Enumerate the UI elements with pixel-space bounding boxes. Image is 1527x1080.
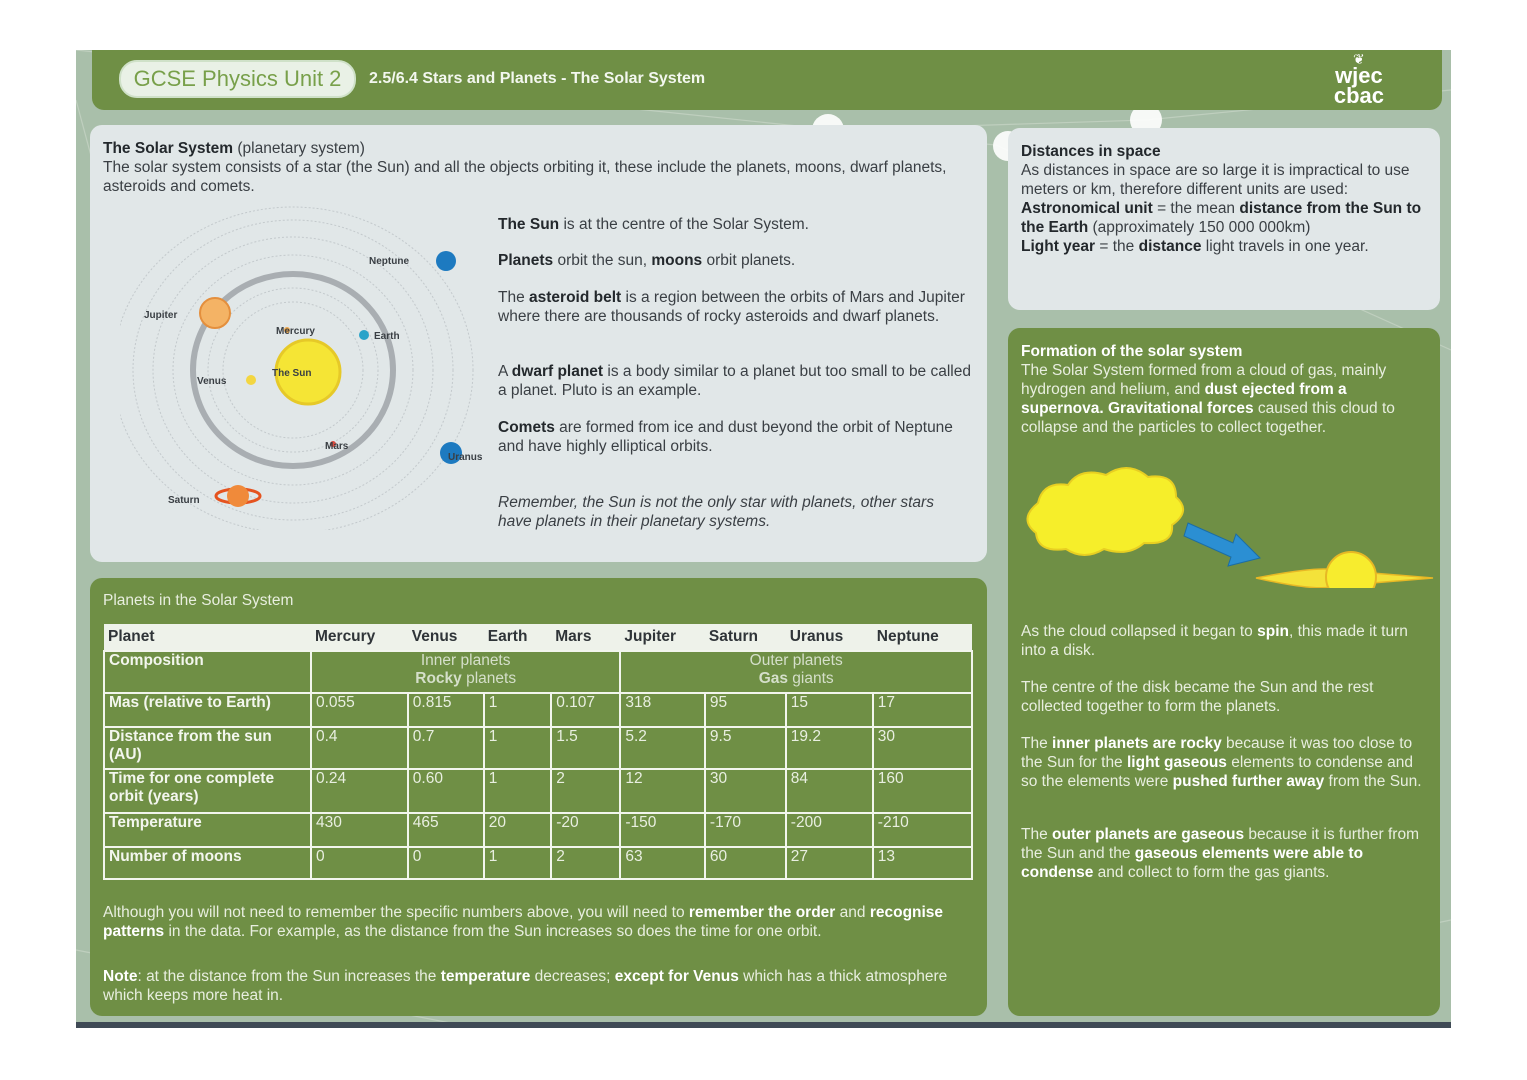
bottom-strip xyxy=(76,1022,1451,1028)
formation-diagram xyxy=(1018,458,1438,588)
distances-text: Distances in space As distances in space are so large it is impractical to use meters or km, therefore different units are used: Astronomical unit = the mean distance from the Sun to the Earth (approximately 150 000 000km) Light year = the distance light travels in one year. xyxy=(1021,143,1422,255)
table-header-row: Planet Mercury Venus Earth Mars Jupiter Saturn Uranus Neptune xyxy=(104,624,972,651)
table-note-venus: Note: at the distance from the Sun increases the temperature decreases; except for Venus which has a thick atmosphere which keeps more heat in. xyxy=(103,968,948,1004)
remember-note: Remember, the Sun is not the only star with planets, other stars have planets in their planetary systems. xyxy=(498,494,934,530)
formation-text: Formation of the solar system The Solar System formed from a cloud of gas, mainly hydrogen and helium, and dust ejected from a supernova. Gravitational forces caused this cloud to collapse and the particles to collect together. xyxy=(1021,343,1395,436)
header-bar xyxy=(92,50,1442,110)
table-row: Time for one complete orbit (years) 0.24 0.60 1 2 12 30 84 160 xyxy=(104,769,972,813)
distances-panel xyxy=(1008,128,1440,310)
label-sun: The Sun xyxy=(272,368,312,379)
solar-system-intro: The Solar System (planetary system) The solar system consists of a star (the Sun) and all the objects orbiting it, these include the planets, moons, dwarf planets, asteroids and comets. xyxy=(103,140,947,195)
sun-fact: The Sun is at the centre of the Solar System. xyxy=(498,216,809,233)
neptune-icon xyxy=(436,251,456,271)
label-mercury: Mercury xyxy=(276,326,315,337)
forming-sun-icon xyxy=(1326,552,1376,588)
dwarf-planet-fact: A dwarf planet is a body similar to a planet but too small to be called a planet. Pluto is an example. xyxy=(498,363,971,399)
formation-inner-planets: The inner planets are rocky because it was too close to the Sun for the light gaseous elements to condense and so the elements were pushed further away from the Sun. xyxy=(1021,735,1422,790)
table-row: Mas (relative to Earth) 0.055 0.815 1 0.107 318 95 15 17 xyxy=(104,693,972,727)
asteroid-belt-fact: The asteroid belt is a region between the orbits of Mars and Jupiter where there are thousands of rocky asteroids and dwarf planets. xyxy=(498,289,965,325)
earth-icon xyxy=(359,330,369,340)
inner-planets-cell: Inner planets Rocky planets xyxy=(311,651,620,693)
label-mars: Mars xyxy=(325,441,349,452)
table-row: Temperature 430 465 20 -20 -150 -170 -200 -210 xyxy=(104,813,972,847)
label-earth: Earth xyxy=(374,331,400,342)
planets-table-heading: Planets in the Solar System xyxy=(103,592,294,609)
solar-system-panel xyxy=(90,125,987,562)
poster xyxy=(76,50,1451,1028)
arrow-right-icon xyxy=(1184,523,1260,566)
gas-cloud-icon xyxy=(1027,468,1183,555)
leaf-icon: ❦ xyxy=(1353,51,1365,67)
formation-spin: As the cloud collapsed it began to spin, this made it turn into a disk. xyxy=(1021,623,1408,659)
planets-table-panel xyxy=(90,578,987,1016)
outer-planets-cell: Outer planets Gas giants xyxy=(620,651,972,693)
page-subtitle: 2.5/6.4 Stars and Planets - The Solar System xyxy=(369,70,706,87)
table-row: Number of moons 0 0 1 2 63 60 27 13 xyxy=(104,847,972,879)
formation-outer-planets: The outer planets are gaseous because it is further from the Sun and the gaseous elements were able to condense and collect to form the gas giants. xyxy=(1021,826,1419,881)
label-saturn: Saturn xyxy=(168,495,200,506)
label-jupiter: Jupiter xyxy=(144,310,178,321)
solar-system-diagram xyxy=(120,200,500,530)
wjec-logo: ❦ wjec cbac xyxy=(1333,51,1384,108)
table-row: Composition Inner planets Rocky planets Outer planets Gas giants xyxy=(104,651,972,693)
planets-fact: Planets orbit the sun, moons orbit planets. xyxy=(498,252,796,269)
comets-fact: Comets are formed from ice and dust beyond the orbit of Neptune and have highly elliptical orbits. xyxy=(498,419,953,455)
venus-icon xyxy=(246,375,256,385)
label-neptune: Neptune xyxy=(369,256,409,267)
jupiter-icon xyxy=(200,298,230,328)
saturn-icon xyxy=(216,485,260,507)
label-uranus: Uranus xyxy=(448,452,483,463)
planets-table xyxy=(103,624,973,880)
formation-disk: The centre of the disk became the Sun and the rest collected together to form the planets. xyxy=(1021,679,1374,715)
table-row: Distance from the sun (AU) 0.4 0.7 1 1.5 5.2 9.5 19.2 30 xyxy=(104,727,972,769)
table-note-patterns: Although you will not need to remember the specific numbers above, you will need to remember the order and recognise patterns in the data. For example, as the distance from the Sun increases so does the time for one orbit. xyxy=(103,904,944,940)
unit-badge: GCSE Physics Unit 2 xyxy=(119,60,356,98)
label-venus: Venus xyxy=(197,376,227,387)
formation-panel xyxy=(1008,328,1440,1016)
